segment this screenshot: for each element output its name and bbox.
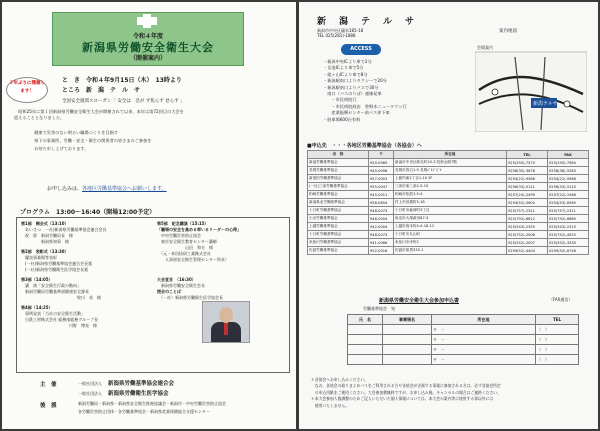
cell-tel: 0256(33)-5111 bbox=[507, 183, 548, 191]
cell-address: 三条市東三条2-5-10 bbox=[394, 183, 507, 191]
cell-zip: 948-0073 bbox=[369, 231, 394, 239]
form-address-field[interactable]: 〒 － bbox=[432, 355, 536, 365]
cell-tel: 025(752)-2008 bbox=[507, 231, 548, 239]
form-address-field[interactable]: 〒 － bbox=[432, 335, 536, 345]
host1-prefix: 一般社団法人 bbox=[78, 381, 102, 386]
program-box bbox=[16, 217, 290, 373]
right-page bbox=[299, 2, 598, 429]
cell-name: 新発田労働基準協会 bbox=[308, 175, 369, 183]
access-item: 南口（バスのりば）運線発車 bbox=[323, 91, 382, 97]
program-line: 「職場の安全を高める率いるリーダーの心得」 bbox=[157, 227, 241, 232]
cell-name: 上越労働基準協会 bbox=[308, 223, 369, 231]
hero-title: 新潟県労働安全衛生大会 bbox=[82, 41, 214, 54]
apply-instruction bbox=[42, 185, 167, 192]
cell-fax: 0259(52)-6746 bbox=[548, 247, 589, 255]
program-line: (一社)新潟県労働衛生医学協会長賞 bbox=[21, 267, 89, 272]
intro-line: お待ち申し上げております。 bbox=[30, 146, 89, 151]
form-name-field[interactable] bbox=[348, 325, 383, 335]
venue-phone: TEL 025(281)-1888 bbox=[317, 33, 356, 38]
program-line: 新潟県知事 様 bbox=[21, 239, 69, 244]
access-badge: ACCESS bbox=[341, 44, 381, 55]
program-line: 祝 辞 新潟労働局長 様 bbox=[21, 233, 73, 238]
hero-subtitle: （開催案内） bbox=[129, 55, 166, 62]
note-line: ＊本大会参加人数調整のためご記入いただいた個人情報については、本大会の案内等に使用する事以外には bbox=[311, 396, 494, 402]
cell-address: 十日町市稲荷町3丁目 bbox=[394, 207, 507, 215]
host2-prefix: 一般社団法人 bbox=[78, 391, 102, 396]
form-name-field[interactable] bbox=[348, 355, 383, 365]
form-row bbox=[348, 355, 579, 365]
cell-name: 小出労働基準協会 bbox=[308, 215, 369, 223]
program-line: 第2部 表彰式（13:30） bbox=[21, 249, 69, 254]
note-line: ＊各協会へお申し込みください。 bbox=[311, 377, 368, 382]
access-map bbox=[475, 32, 587, 132]
cell-name: 十日町労働基準協会 bbox=[308, 207, 369, 215]
form-company-field[interactable] bbox=[383, 355, 432, 365]
table-row bbox=[308, 215, 589, 223]
cell-tel: 0257(24)-2499 bbox=[507, 191, 548, 199]
cell-tel: 025(552)-2007 bbox=[507, 239, 548, 247]
venue-address-line: 新潟市中央区鐘木185-18 bbox=[317, 28, 364, 33]
form-col-company: 事業場名 bbox=[383, 315, 432, 325]
cell-name: 糸魚川労働基準協会 bbox=[308, 239, 369, 247]
form-tel-field[interactable]: （ ） bbox=[536, 355, 579, 365]
cell-zip: 955-0047 bbox=[369, 183, 394, 191]
interchange-icon bbox=[564, 101, 570, 107]
cell-zip: 958-0854 bbox=[369, 199, 394, 207]
map-caption: 案内地図 bbox=[499, 29, 517, 34]
cell-tel: 025(792)-6612 bbox=[507, 215, 548, 223]
program-line: （元・本田技研工業株式会社 bbox=[157, 251, 211, 256]
event-venue: ところ 新 潟 テ ル サ bbox=[62, 87, 141, 94]
program-line: 山田 和夫 様 bbox=[157, 245, 213, 250]
table-row bbox=[308, 239, 589, 247]
cell-tel: 0258(35)-3678 bbox=[507, 167, 548, 175]
table-row bbox=[308, 199, 589, 207]
cell-name: 十日町労働基準協会 bbox=[308, 231, 369, 239]
program-line: 日鉄工材株式会社 総務部総務グループ長 bbox=[21, 317, 98, 322]
table-row bbox=[308, 223, 589, 231]
form-name-field[interactable] bbox=[348, 335, 383, 345]
program-line: 中央労働災害防止協会 bbox=[157, 233, 201, 238]
cell-fax: 0257(22)-1566 bbox=[548, 191, 589, 199]
cell-address: 魚沼市大塚新田87-3 bbox=[394, 215, 507, 223]
cell-name: 佐渡労働基準協会 bbox=[308, 247, 369, 255]
cell-zip: 942-0004 bbox=[369, 223, 394, 231]
table-row bbox=[308, 167, 589, 175]
cell-name: 新潟労働基準協会 bbox=[308, 159, 369, 167]
form-address-field[interactable]: 〒 － bbox=[432, 325, 536, 335]
cell-zip: 946-0004 bbox=[369, 215, 394, 223]
cell-fax: 025(792)-6689 bbox=[548, 215, 589, 223]
cell-address: 長岡市春日1-5 長岡ﾊﾟﾙｺﾞﾋﾞﾙ bbox=[394, 167, 507, 175]
intro-line: 昭和25年に第１回新潟県労働安全衛生大会が開催されて以来、本年は第72回目の大会を bbox=[14, 109, 184, 114]
form-col-address: 所在地 bbox=[432, 315, 536, 325]
cell-zip: 950-0965 bbox=[369, 159, 394, 167]
cell-address: 村上市田端町5-18 bbox=[394, 199, 507, 207]
program-line: 新潟県労働安全衛生会長 bbox=[157, 283, 205, 288]
form-header-row bbox=[348, 315, 579, 325]
cell-zip: 940-0096 bbox=[369, 167, 394, 175]
cell-name: 柏崎労働基準協会 bbox=[308, 191, 369, 199]
host-label: 主 催 bbox=[40, 382, 57, 388]
cell-address: 柏崎市松波1-5-4 bbox=[394, 191, 507, 199]
access-item: ・新潟中央ICより車で2分 bbox=[323, 59, 372, 64]
cell-address: 佐渡市原黒333-1 bbox=[394, 247, 507, 255]
program-line: 大会宣言 （16:30） bbox=[157, 277, 196, 282]
cell-zip: 945-0011 bbox=[369, 191, 394, 199]
note-line: 使用いたしません。 bbox=[311, 402, 350, 408]
program-line: 東京安全衛生教育センター講師 bbox=[157, 239, 217, 244]
left-page bbox=[2, 2, 296, 429]
access-item: ・市民病院経由 曽野木ニュータウン行 bbox=[323, 103, 407, 109]
form-row bbox=[348, 345, 579, 355]
form-tel-field[interactable]: （ ） bbox=[536, 345, 579, 355]
event-date: と き 令和４年9月15日（木） 13時より bbox=[62, 77, 182, 84]
intro-line: 迎えることとなりました。 bbox=[14, 115, 65, 120]
program-line: 第1部 開会式（13:10） bbox=[21, 221, 69, 226]
program-line: 新潟労働局労働基準部健康安全課長 bbox=[21, 289, 89, 294]
venue-title: 新 潟 テ ル サ bbox=[317, 17, 417, 27]
cell-fax: 025(250)-7584 bbox=[548, 159, 589, 167]
map-venue-label: 新潟テルサ bbox=[533, 101, 558, 107]
form-title: 新潟県労働安全衛生大会参加申込書 bbox=[379, 298, 460, 304]
intro-line: 健康で災害のない明るい職場づくりを目指す bbox=[30, 130, 118, 135]
support-line: 各労働災害防止団体・各労働基準協会・新潟県産業保健総合支援センター bbox=[78, 409, 210, 414]
cell-fax: 0256(33)-5110 bbox=[548, 183, 589, 191]
cell-fax: 0258(36)-5283 bbox=[548, 167, 589, 175]
program-line: 事例発表「当社の安全衛生活動」 bbox=[21, 311, 85, 316]
program-line: 閉会のことば bbox=[157, 289, 181, 294]
apply-header: ■申込先 ・・・各地区労働基準協会（各協会）へ bbox=[307, 143, 422, 149]
support-label: 後 援 bbox=[40, 403, 57, 409]
intro-line: 県下の事業所、労働・安全・衛生の関係者の皆さまのご参加を bbox=[30, 138, 152, 143]
notes bbox=[311, 377, 501, 409]
table-row bbox=[308, 175, 589, 183]
col-tel: TEL bbox=[507, 151, 548, 159]
access-item: ・市民病院行 bbox=[323, 97, 357, 103]
table-row bbox=[308, 231, 589, 239]
form-col-name: 氏 名 bbox=[348, 315, 383, 325]
form-row bbox=[348, 325, 579, 335]
cell-tel: 0259(52)-4404 bbox=[507, 247, 548, 255]
table-row bbox=[308, 191, 589, 199]
col-zip: 〒 bbox=[369, 151, 394, 159]
cell-tel: 025(757)-2311 bbox=[507, 207, 548, 215]
program-line: 第5部 記念講演（15:15） bbox=[157, 221, 209, 226]
form-col-tel: TEL bbox=[536, 315, 579, 325]
program-right-column bbox=[157, 221, 241, 301]
cell-zip: 941-0066 bbox=[369, 239, 394, 247]
col-address: 所在地 bbox=[394, 151, 507, 159]
form-company-field[interactable] bbox=[383, 335, 432, 345]
note-line: の申込用紙をご使用ください。大会参加費無料ですが、お申し込み後、キャンセルの場合はご連絡ください。 bbox=[311, 389, 501, 395]
cell-name: 長岡労働基準協会 bbox=[308, 167, 369, 175]
program-line: 第4部（14:25） bbox=[21, 305, 53, 310]
program-left-column bbox=[21, 221, 107, 329]
host1-name: 新潟県労働基準協会連合会 bbox=[108, 381, 175, 387]
program-line: (一社)新潟県労働基準協会連合会長賞 bbox=[21, 261, 93, 266]
cell-zip: 957-0053 bbox=[369, 175, 394, 183]
form-tel-field[interactable]: （ ） bbox=[536, 335, 579, 345]
cell-tel: 025(543)-2355 bbox=[507, 223, 548, 231]
access-item: ・駐車場600台有料 bbox=[323, 116, 361, 122]
program-line: 川野 博充 様 bbox=[21, 323, 97, 328]
cell-fax: 0254(22)-9586 bbox=[548, 175, 589, 183]
cell-tel: 0254(22)-9586 bbox=[507, 175, 548, 183]
access-list bbox=[323, 59, 407, 123]
hero-year: 令和４年度 bbox=[132, 33, 163, 40]
cell-zip: 948-0073 bbox=[369, 207, 394, 215]
speaker-tie bbox=[224, 323, 228, 335]
program-line: 牧川 英 様 bbox=[21, 295, 101, 300]
apply-prefix: お申し込みは、 bbox=[42, 186, 83, 192]
program-title: プログラム 13:00～16:40（開場12:00予定） bbox=[20, 209, 156, 216]
support-line: 新潟労働局・新潟県・新潟県安全衛生推進協議会・新潟市・中央労働災害防止協会 bbox=[78, 401, 226, 406]
program-line: 人事部安全衛生管理センター所長） bbox=[157, 257, 229, 262]
host2-name: 新潟県労働衛生医学協会 bbox=[108, 391, 169, 397]
cell-tel: 0254(52)-5600 bbox=[507, 199, 548, 207]
col-fax: FAX bbox=[548, 151, 589, 159]
slogan: 全国安全週間スローガン「 安全は 急が ず焦らず 怠らず 」 bbox=[62, 99, 185, 104]
table-row bbox=[308, 183, 589, 191]
hero-banner bbox=[52, 12, 244, 66]
cell-fax: 025(757)-2311 bbox=[548, 207, 589, 215]
cell-name: 新潟県北労働基準協会 bbox=[308, 199, 369, 207]
cell-zip: 952-0016 bbox=[369, 247, 394, 255]
program-line: あいさつ 一社)新潟県労働基準協会連合会長 bbox=[21, 227, 107, 232]
program-line: （一社）新潟県労働衛生医学協会長 bbox=[157, 295, 223, 300]
program-line: 講 演「安全衛生行政の動向」 bbox=[21, 283, 81, 288]
program-line: 優良事業場等表彰 bbox=[21, 255, 57, 260]
program-line: 第3部（14:05） bbox=[21, 277, 53, 282]
form-addressee: 労働基準協会 宛 bbox=[363, 306, 395, 311]
safety-cross-icon-vertical bbox=[143, 14, 151, 28]
speaker-head bbox=[219, 307, 233, 323]
table-row bbox=[308, 207, 589, 215]
access-item: 産業振興センター前バス停下車 bbox=[323, 110, 390, 116]
note-line: なお、各協会の取りまとめバスをご利用される方や各協会が企画する事業に参加される方は、必ず各協会所定 bbox=[311, 383, 501, 389]
access-item: ・新潟駅南口よりタクシーで20分 bbox=[323, 78, 387, 84]
cell-fax: 025(752)-4025 bbox=[548, 231, 589, 239]
interchange-icon bbox=[492, 89, 498, 95]
cell-fax: 025(543)-2315 bbox=[548, 223, 589, 231]
cell-address: 上越市西本町4-4-18-12 bbox=[394, 223, 507, 231]
table-row bbox=[308, 247, 589, 255]
table-header-row bbox=[308, 151, 589, 159]
form-fax-note: （FAX通信） bbox=[549, 297, 573, 302]
apply-link[interactable]: 各地区労働基準協会へお願いします。 bbox=[82, 186, 167, 192]
association-table bbox=[307, 150, 589, 255]
cell-tel: 025(250)-7570 bbox=[507, 159, 548, 167]
application-form bbox=[347, 314, 579, 365]
cell-address: 十日町市丸山町 bbox=[394, 231, 507, 239]
speaker-photo bbox=[202, 301, 250, 343]
access-item: ・女池ICより車で5分 bbox=[323, 65, 364, 71]
form-company-field[interactable] bbox=[383, 325, 432, 335]
access-item: ・新潟駅南口よりバスで30分 bbox=[323, 84, 379, 90]
cell-address: 上館内東1丁目1-10 2F bbox=[394, 175, 507, 183]
form-name-field[interactable] bbox=[348, 345, 383, 355]
form-tel-field[interactable]: （ ） bbox=[536, 325, 579, 335]
form-company-field[interactable] bbox=[383, 345, 432, 355]
form-address-field[interactable]: 〒 － bbox=[432, 345, 536, 355]
cell-fax: 0254(53)-6565 bbox=[548, 199, 589, 207]
cell-address: 糸魚川市寺町2 bbox=[394, 239, 507, 247]
cell-name: (一社)三条労働基準協会 bbox=[308, 183, 369, 191]
cell-fax: 025(552)-3335 bbox=[548, 239, 589, 247]
reopening-bubble: ３年ぶりに開催します！ bbox=[6, 77, 48, 103]
cell-address: 新潟市中央区新光町10-3 技術会館7階 bbox=[394, 159, 507, 167]
table-row bbox=[308, 159, 589, 167]
form-row bbox=[348, 335, 579, 345]
map-hall-label: 会場案内 bbox=[477, 45, 493, 50]
col-name: 名 称 bbox=[308, 151, 369, 159]
venue-address bbox=[317, 28, 363, 38]
access-item: ・姥ヶ山ICより車で8分 bbox=[323, 71, 368, 77]
